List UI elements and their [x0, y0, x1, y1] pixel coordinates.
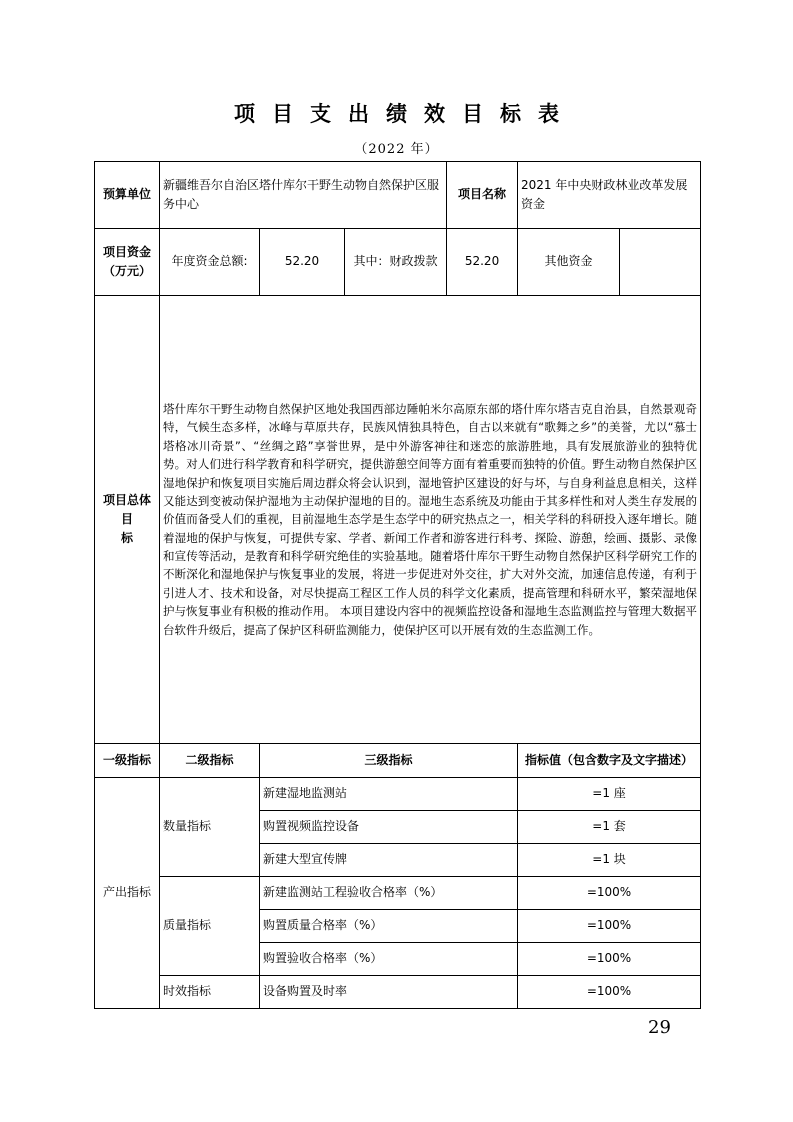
indicator-value: =100%	[518, 943, 701, 976]
header-level3: 三级指标	[260, 744, 518, 778]
fiscal-value: 52.20	[447, 229, 518, 296]
budget-unit-value: 新疆维吾尔自治区塔什库尔干野生动物自然保护区服务中心	[160, 162, 447, 229]
funds-label-line1: 项目资金	[102, 244, 151, 259]
year-label: （2022 年）	[354, 142, 439, 157]
indicator-name: 设备购置及时率	[260, 976, 518, 1009]
funds-row	[95, 229, 701, 296]
project-name-label: 项目名称	[447, 162, 518, 229]
indicator-value: =100%	[518, 910, 701, 943]
funds-label-line2: （万元）	[102, 264, 151, 278]
indicator-name: 购置验收合格率（%）	[260, 943, 518, 976]
indicator-name: 购置视频监控设备	[260, 811, 518, 844]
annual-total-value: 52.20	[260, 229, 345, 296]
goal-label-line1: 项目总体目	[102, 492, 151, 526]
other-funds-label: 其他资金	[518, 229, 620, 296]
fiscal-label: 其中：财政拨款	[345, 229, 447, 296]
goal-row	[95, 296, 701, 744]
header-level2: 二级指标	[160, 744, 260, 778]
goal-text: 塔什库尔干野生动物自然保护区地处我国西部边陲帕米尔高原东部的塔什库尔塔吉克自治县，自然景观奇特，气候生态多样，冰峰与草原共存，民族风情独具特色，自古以来就有“歌舞之乡”的美誉，尤以“慕士塔格冰川奇景”、“丝绸之路”享誉世界，是中外游客神往和迷恋的旅游胜地，具有发展旅游业的独特优势。对人们进行科学教育和科学研究，提供游憩空间等方面有着重要而独特的价值。野生动物自然保护区湿地保护和恢复项目实施后周边群众将会认识到，湿地管护区建设的好与坏，与自身利益息息相关，这样又能达到变被动保护湿地为主动保护湿地的目的。湿地生态系统及功能由于其多样性和对人类生存发展的价值而备受人们的重视，目前湿地生态学是生态学中的研究热点之一，相关学科的科研投入逐年增长。随着湿地的保护与恢复，可提供专家、学者、新闻工作者和游客进行科考、探险、游憩，绘画、摄影、录像和宣传等活动，是教育和科学研究绝佳的实验基地。随着塔什库尔干野生动物自然保护区科学研究工作的不断深化和湿地保护与恢复事业的发展，将进一步促进对外交往，扩大对外交流，加速信息传递，有利于引进人才、技术和设备，对尽快提高工程区工作人员的科学文化素质，提高管理和科研水平，繁荣湿地保护与恢复事业有积极的推动作用。 本项目建设内容中的视频监控设备和湿地生态监测监控与管理大数据平台软件升级后，提高了保护区科研监测能力，使保护区可以开展有效的生态监测工作。	[160, 296, 701, 744]
goal-label-line2: 标	[120, 531, 133, 546]
header-value: 指标值（包含数字及文字描述）	[518, 744, 701, 778]
page-title: 项目支出绩效目标表	[234, 101, 576, 126]
level1-output: 产出指标	[95, 778, 160, 1009]
funds-label	[95, 229, 160, 296]
table-row	[95, 976, 701, 1009]
indicator-name: 新建监测站工程验收合格率（%）	[260, 877, 518, 910]
indicator-value: =1 块	[518, 844, 701, 877]
other-funds-value	[620, 229, 701, 296]
header-level1: 一级指标	[95, 744, 160, 778]
indicator-value: =1 套	[518, 811, 701, 844]
project-name-value: 2021 年中央财政林业改革发展资金	[518, 162, 701, 229]
goal-label	[95, 296, 160, 744]
table-row	[95, 877, 701, 910]
indicator-value: =100%	[518, 976, 701, 1009]
indicator-name: 购置质量合格率（%）	[260, 910, 518, 943]
budget-unit-label: 预算单位	[95, 162, 160, 229]
indicator-value: =1 座	[518, 778, 701, 811]
level2-timeliness: 时效指标	[160, 976, 260, 1009]
indicator-name: 新建湿地监测站	[260, 778, 518, 811]
performance-table	[94, 161, 701, 1009]
page-number: 29	[648, 1017, 671, 1038]
level2-quality: 质量指标	[160, 877, 260, 976]
annual-total-label: 年度资金总额:	[160, 229, 260, 296]
indicator-name: 新建大型宣传牌	[260, 844, 518, 877]
indicator-header-row	[95, 744, 701, 778]
indicator-value: =100%	[518, 877, 701, 910]
table-row	[95, 778, 701, 811]
info-row	[95, 162, 701, 229]
level2-quantity: 数量指标	[160, 778, 260, 877]
